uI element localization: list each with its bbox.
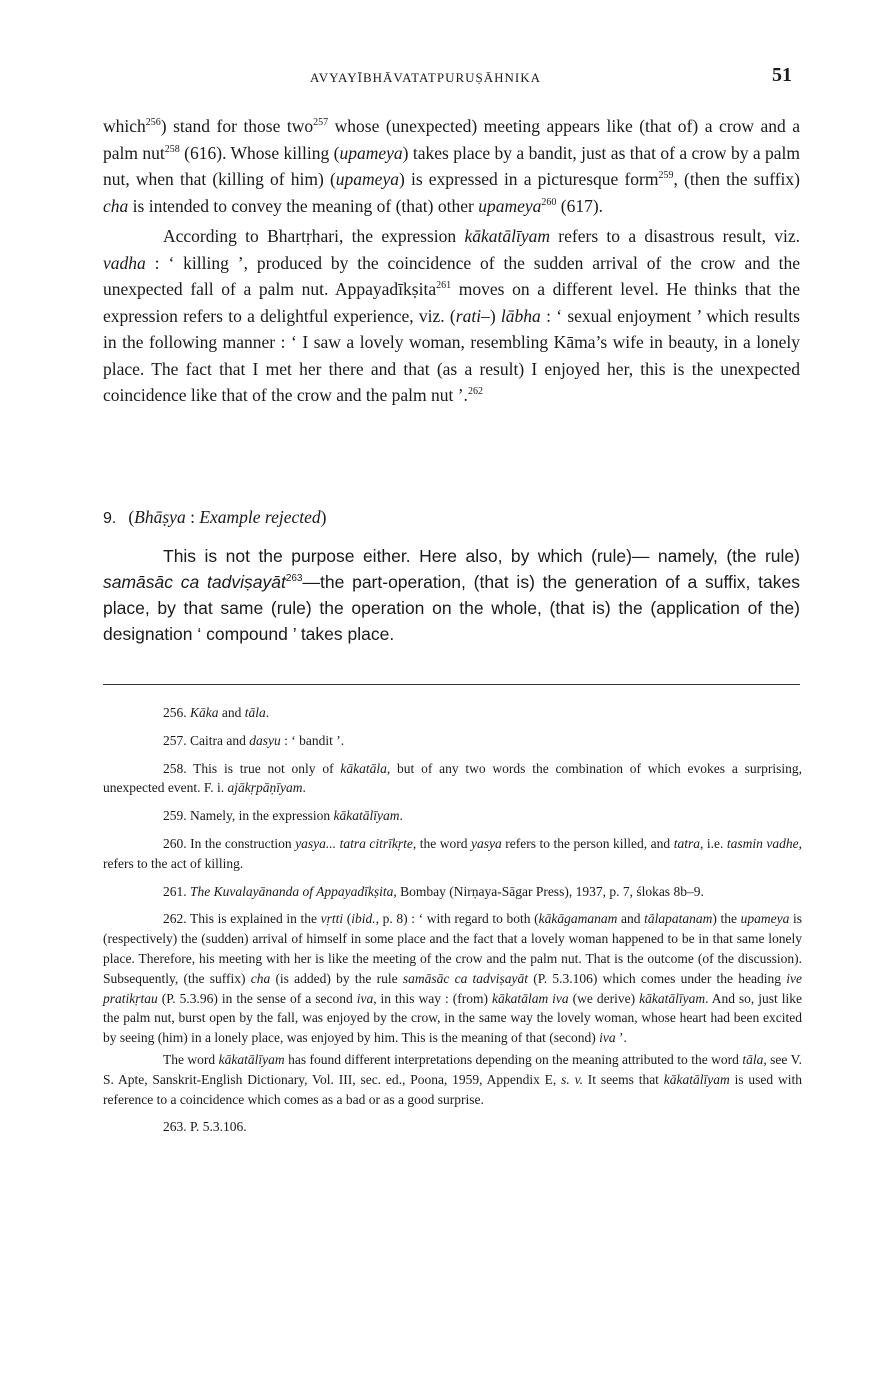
footnote-ref[interactable]: 258 — [164, 143, 180, 155]
paragraph-1: which$^{256}$) stand for those two$^{257}$ whose (unexpected) meeting appears like (that of) a crow and a palm nut$^{258}$ (616). Whose killing (upameya) takes place by a bandit, just as that of a crow by a palm nut, when that (killing of him) (upameya) is expressed in a picturesque form$^{259}$, (then the suffix) cha is intended to convey the meaning of (that) other upameya$^{260}$ (617). — [103, 116, 800, 216]
footnote-256: 256. Kāka and tāla. — [163, 705, 270, 720]
footnote-259: 259. Namely, in the expression kākatālīyam. — [163, 808, 403, 824]
footnote-ref[interactable]: 260 — [541, 196, 557, 208]
footnote-261: 261. The Kuvalayānanda of Appayadīkṣita, Bombay (Nirṇaya-Sāgar Press), 1937, p. 7, ślokas 8b–9. — [163, 883, 704, 899]
footnote-262-continued: The word kākatālīyam has found different interpretations depending on the meaning attributed to the word tāla, see V. S. Apte, Sanskrit-English Dictionary, Vol. III, sec. ed., Poona, 1959, Appendix E, s. v. It seems that kākatālīyam is used with reference to a coincidence which comes as a bad or as a good surprise. — [103, 1051, 802, 1107]
footnote-262: 262. This is explained in the vṛtti (ibid., p. 8) : ‘ with regard to both (kākāgamanam and tālapatanam) the upameya is (respectively) the (sudden) arrival of himself in some place and the fact that a lovely woman happened to be in that same lonely place. Therefore, his meeting with her is like the meeting of the crow and the palm nut. That is the outcome (of the discussion). Subsequently, (the suffix) cha (is added) by the rule samāsāc ca tadviṣayāt (P. 5.3.106) which comes under the heading ive pratikṛtau (P. 5.3.96) in the sense of a second iva, in this way : (from) kākatālam iva (we derive) kākatālīyam. And so, just like the palm nut, burst open by the fall, was enjoyed by the crow, in the same way the lovely woman, whose heart had been excited by seeing (him) in a lonely place, was enjoyed by him. This is the meaning of that (second) iva ’. — [103, 911, 803, 1046]
paragraph-2: According to Bhartṛhari, the expression kākatālīyam refers to a disastrous result, viz. vadha : ‘ killing ’, produced by the coincidence of the sudden arrival of the crow and the unexpected fall of a palm nut. Appayadīkṣita$^{261}$ moves on a different level. He thinks that the expression refers to a delightful experience, viz. (rati–) lābha : ‘ sexual enjoyment ’ which results in the following manner : ‘ I saw a lovely woman, resembling Kāma’s wife in beauty, in a lonely place. The fact that I met her there and that (as a result) I enjoyed her, this is the unexpected coincidence like that of the crow and the palm nut ’.$^{262}$ — [103, 226, 801, 405]
footnote-ref[interactable]: 257 — [313, 117, 329, 129]
running-title: AVYAYĪBHĀVATATPURUṢĀHNIKA — [310, 70, 542, 85]
footnote-ref[interactable]: 263 — [285, 573, 303, 585]
page-number: 51 — [772, 64, 792, 86]
footnote-ref[interactable]: 261 — [436, 280, 452, 292]
footnote-ref[interactable]: 256 — [145, 117, 161, 129]
footnote-263: 263. P. 5.3.106. — [163, 1119, 247, 1135]
paragraph-3: This is not the purpose either. Here also, by which (rule)— namely, (the rule) samāsāc ca tadviṣayāt$^{263}$—the part-operation, (that is) the generation of a suffix, takes place, by that same (rule) the operation on the whole, (that is) the (application of the) designation ‘ compound ’ takes place. — [103, 546, 800, 644]
section-number: 9. — [103, 510, 117, 527]
footnote-ref[interactable]: 262 — [467, 386, 483, 398]
main-text — [103, 113, 800, 409]
footnote-260: 260. In the construction yasya... tatra citrīkṛte, the word yasya refers to the person killed, and tatra, i.e. tasmin vadhe, refers to the act of killing. — [103, 835, 802, 871]
footnotes — [103, 703, 802, 1145]
section-heading: 9. (Bhāṣya : Example rejected) — [103, 507, 327, 527]
footnote-258: 258. This is true not only of kākatāla, but of any two words the combination of which evokes a surprising, unexpected event. F. i. ajākṛpāṇīyam. — [103, 760, 802, 796]
footnote-divider — [103, 684, 800, 685]
footnote-ref[interactable]: 259 — [658, 170, 674, 182]
footnote-257: 257. Caitra and dasyu : ‘ bandit ’. — [163, 732, 345, 748]
